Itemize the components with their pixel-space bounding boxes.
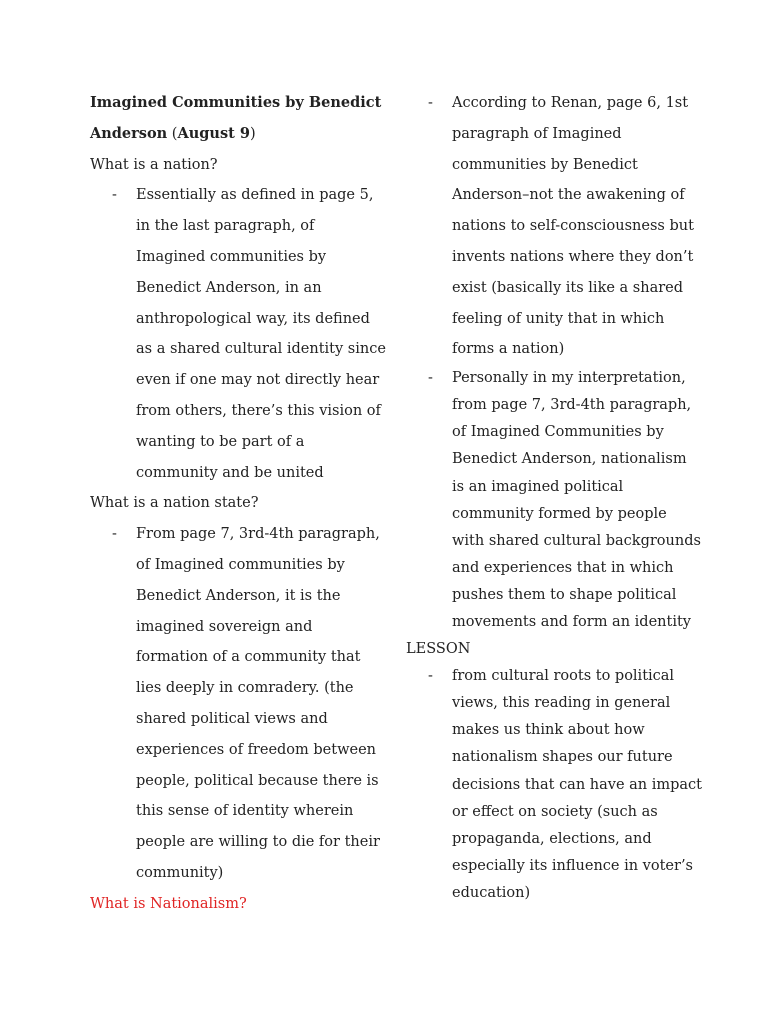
title-date: August 9 [177, 124, 250, 142]
text-line: propaganda, elections, and [452, 830, 652, 847]
question-what-is-nation: What is a nation? [90, 156, 218, 173]
list-item [406, 88, 694, 365]
text-line: this sense of identity wherein [136, 803, 354, 820]
text-line: education) [452, 884, 531, 901]
list-item [90, 180, 386, 488]
list-item [406, 365, 701, 636]
text-line: Anderson–not the awakening of [452, 187, 685, 204]
left-column [90, 88, 386, 920]
title-author: Anderson [90, 124, 168, 142]
text-line: forms a nation) [452, 341, 565, 358]
text-line: Personally in my interpretation, [452, 370, 686, 387]
text-line: feeling of unity that in which [452, 310, 665, 327]
text-line: According to Renan, page 6, 1st [452, 95, 689, 111]
question-what-is-nationalism: What is Nationalism? [90, 895, 247, 912]
text-line: or effect on society (such as [452, 803, 658, 820]
text-line: in the last paragraph, of [136, 218, 315, 235]
text-line: formation of a community that [136, 649, 361, 666]
text-line: from cultural roots to political [452, 668, 675, 685]
bullet-dash: - [428, 95, 433, 111]
personal-interpretation [452, 365, 701, 636]
text-line: pushes them to shape political [452, 586, 677, 603]
text-line: from others, there’s this vision of [136, 402, 381, 419]
text-line: imagined sovereign and [136, 618, 313, 635]
text-line: Benedict Anderson, nationalism [452, 451, 687, 468]
text-line: experiences of freedom between [136, 741, 377, 758]
list-item [406, 663, 702, 907]
text-line: decisions that can have an impact [452, 776, 702, 793]
text-line: community and be united [136, 464, 324, 481]
text-line: invents nations where they don’t [452, 248, 694, 265]
text-line: wanting to be part of a [136, 433, 305, 450]
q2-answer [136, 519, 380, 889]
bullet-dash: - [112, 187, 117, 204]
text-line: of Imagined communities by [136, 556, 345, 573]
text-line: of Imagined Communities by [452, 424, 664, 441]
text-line: is an imagined political [452, 478, 624, 495]
text-line: exist (basically its like a shared [452, 279, 684, 296]
text-line: as a shared cultural identity since [136, 341, 386, 358]
bullet-dash: - [112, 526, 117, 543]
text-line: lies deeply in comradery. (the [136, 680, 354, 697]
text-line: Benedict Anderson, in an [136, 279, 322, 296]
title-paren-open: ( [167, 125, 178, 142]
text-line: community) [136, 864, 224, 881]
text-line: community formed by people [452, 505, 667, 522]
text-line: anthropological way, its defined [136, 310, 370, 327]
renan-answer [452, 88, 694, 365]
bullet-dash: - [428, 668, 433, 685]
text-line: even if one may not directly hear [136, 372, 380, 389]
list-item [90, 519, 380, 889]
question-what-is-nation-state: What is a nation state? [90, 495, 259, 512]
lesson-answer [452, 663, 702, 907]
title-paren-close: ) [249, 125, 256, 142]
text-line: people are willing to die for their [136, 834, 380, 851]
q1-answer [136, 180, 386, 488]
text-line: shared political views and [136, 710, 328, 727]
text-line: with shared cultural backgrounds [452, 532, 701, 549]
bullet-dash: - [428, 370, 433, 387]
text-line: Essentially as defined in page 5, [136, 187, 374, 204]
document-title: Imagined Communities by Benedict [90, 94, 382, 111]
lesson-heading: LESSON [406, 641, 471, 658]
text-line: views, this reading in general [452, 695, 671, 712]
text-line: From page 7, 3rd-4th paragraph, [136, 526, 380, 543]
document-title-line2 [90, 119, 380, 150]
text-line: communities by Benedict [452, 156, 638, 173]
text-line: and experiences that in which [452, 559, 674, 576]
text-line: paragraph of Imagined [452, 125, 622, 142]
text-line: Benedict Anderson, it is the [136, 587, 341, 604]
text-line: makes us think about how [452, 722, 645, 739]
text-line: from page 7, 3rd-4th paragraph, [452, 397, 692, 414]
text-line: nationalism shapes our future [452, 749, 673, 766]
text-line: movements and form an identity [452, 614, 691, 631]
text-line: people, political because there is [136, 772, 379, 789]
text-line: nations to self-consciousness but [452, 218, 694, 235]
text-line: Imagined communities by [136, 248, 327, 265]
right-column [406, 88, 702, 907]
text-line: especially its influence in voter’s [452, 857, 693, 874]
